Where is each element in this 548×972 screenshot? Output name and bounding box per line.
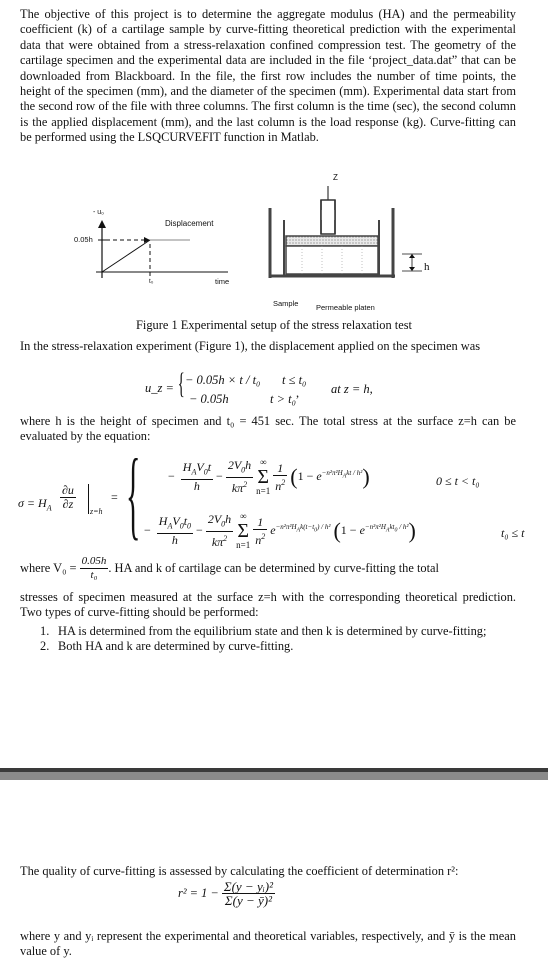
para-r2-definition: where y and yᵢ represent the experimental and theoretical variables, respectively, and ȳ is the mean value of y. — [20, 929, 516, 959]
intro-paragraph: The objective of this project is to determine the aggregate modulus (HA) and the permeability coefficient (k) of a cartilage sample by curve-fitting theoretical prediction with the experimental data that were obtained from a stress-relaxation confined compression test. The geometry of the cartilage specimen and the experimental data are included in the file ‘project_data.dat” that can be downloaded from Blackboard. In the file, the first row includes the number of time points, the height of the specimen (mm), and the diameter of the specimen (mm). Experimental data start from the second row of the file with three columns. The first column is the time (sec), the second column is the applied displacement (mm), and the last column is the load response (kg). Curve-fitting can be performed using the LSQCURVEFIT function in Matlab. — [20, 7, 516, 145]
eq1-lhs: u_z = — [145, 381, 174, 395]
eq2-partial: $\frac{\partial u}{\partial z}$ — [62, 483, 74, 511]
eq2-row1-condition: 0 ≤ t < t₀ — [436, 474, 480, 488]
eq1-row2-condition: t > t₀ — [270, 392, 296, 406]
z-axis-label: Z — [333, 173, 338, 182]
confined-compression-diagram — [262, 170, 432, 300]
plot-y-value-label: 0.05h — [74, 235, 93, 244]
plot-y-top-label: - u₀ — [93, 209, 105, 216]
v0-definition: where V₀ = $\frac{0.05h}{\text{t₀}}$ . HA and k of cartilage can be determined by curve-fitting the total — [20, 555, 439, 581]
eq2-sigma: $\sigma = H_A$ — [18, 496, 52, 513]
curve-fitting-list — [40, 624, 516, 655]
plot-x-tick-label: t₀ — [149, 278, 154, 285]
height-label: h — [424, 261, 430, 273]
eq1-row1-value: − 0.05h × t / t₀ — [185, 373, 261, 387]
eq1-boundary: at z = h, — [331, 382, 373, 396]
para-curve-fitting: stresses of specimen measured at the surface z=h with the corresponding theoretical prediction. Two types of curve-fitting should be performed: — [20, 590, 516, 620]
eq2-eval-bar — [88, 484, 89, 514]
figure-caption: Figure 1 Experimental setup of the stress relaxation test — [136, 318, 412, 332]
eq2-row2-condition: t₀ ≤ t — [501, 526, 525, 540]
para-r2-intro: The quality of curve-fitting is assessed by calculating the coefficient of determination r²: — [20, 864, 459, 878]
plot-x-axis-label: time — [215, 277, 230, 286]
eq1-row1-condition: t ≤ t₀ — [282, 373, 307, 387]
platen-label: Permeable platen — [316, 303, 375, 312]
r2-equation: r² = 1 − $\frac{\text{Σ(y − yᵢ)²}}{\text{Σ(y − ȳ)²}}$ — [178, 879, 274, 908]
list-item: 2. Both HA and k are determined by curve-fitting. — [40, 639, 294, 654]
stress-equation — [18, 438, 538, 562]
eq1-brace: { — [177, 367, 185, 400]
para-total-stress: where h is the height of specimen and t₀ = 451 sec. The total stress at the surface z=h can be evaluated by the equation: — [20, 414, 516, 444]
list-item: 1. HA is determined from the equilibrium state and then k is determined by curve-fitting; — [40, 624, 487, 638]
displacement-plot — [60, 200, 260, 295]
eq2-brace: { — [126, 438, 141, 549]
eq1-comma: , — [296, 386, 300, 400]
eq1-row2-value: − 0.05h — [189, 392, 229, 406]
sample-label: Sample — [273, 299, 299, 308]
para-displacement-intro: In the stress-relaxation experiment (Figure 1), the displacement applied on the specimen was — [20, 339, 481, 353]
plot-curve-label: Displacement — [165, 219, 214, 228]
eq2-eval-at: z=h — [90, 507, 103, 516]
eq2-row1: − $\frac{H_AV_0t}{h}$ − $\frac{2V_0h}{k\pi^2}$ ∞ Σ n=1 $\frac{1}{n^2}$ $(1 - e^{-n^2\pi^2H_Akt / h^2})$ — [168, 457, 370, 496]
eq2-equals: = — [111, 490, 118, 504]
eq2-row2: − $\frac{H_AV_0t_0}{h}$ − $\frac{2V_0h}{k\pi^2}$ ∞ Σ n=1 $\frac{1}{n^2}$ $e^{-n^2\pi^2H_Ak(t-t_0) / h^2}$ $(1 - e^{-n^2\pi^2H_Akt_0 / h^2})$ — [144, 511, 416, 550]
page-divider-shadow — [0, 772, 548, 780]
